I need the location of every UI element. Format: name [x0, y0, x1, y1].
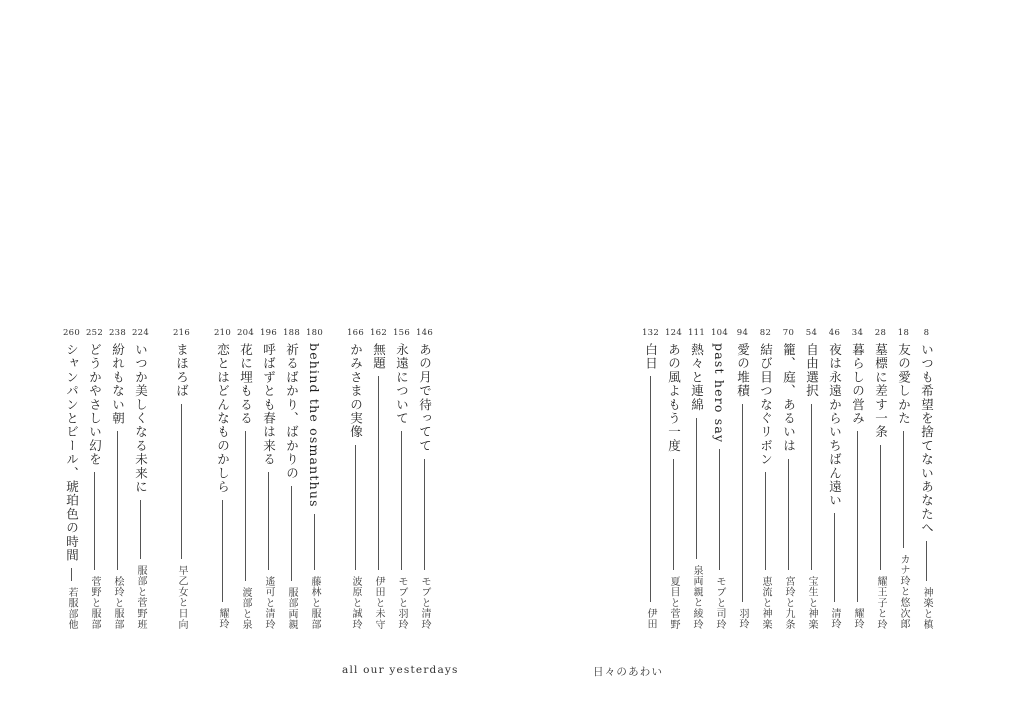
story-title: 無題 — [371, 343, 387, 371]
characters: カナ玲と悠次郎 — [898, 554, 909, 630]
characters: 菅野と服部 — [89, 576, 100, 630]
characters: 遙可と清玲 — [263, 576, 274, 630]
leader-rule — [903, 431, 904, 548]
characters: モブと羽玲 — [396, 576, 407, 630]
leader-rule — [94, 472, 95, 570]
story-title: まほろば — [174, 343, 190, 398]
page-number: 8 — [923, 328, 930, 338]
characters: 神楽と槙 — [921, 586, 932, 630]
right-page — [512, 0, 1024, 728]
leader-rule — [291, 486, 292, 581]
characters: 宝生と神楽 — [806, 576, 817, 630]
leader-rule — [650, 376, 651, 602]
leader-rule — [811, 404, 812, 570]
story-title: 祈るばかり、ばかりの — [284, 343, 300, 480]
characters: 泉両親と綾玲 — [691, 565, 702, 630]
story-title: あの月で待ってて — [417, 343, 433, 453]
characters: 伊田 — [645, 608, 656, 630]
book-label-right: 日々のあわい — [593, 666, 664, 678]
leader-rule — [222, 500, 223, 603]
page-number: 104 — [710, 328, 729, 338]
characters: 羽玲 — [737, 608, 748, 630]
toc-entry — [731, 326, 754, 630]
page-number: 82 — [759, 328, 772, 338]
toc-entry — [257, 326, 280, 630]
toc-entry — [639, 326, 662, 630]
page-number: 238 — [108, 328, 127, 338]
toc-entry — [685, 326, 708, 630]
leader-rule — [378, 376, 379, 570]
page-number: 124 — [664, 328, 683, 338]
toc-entry — [234, 326, 257, 630]
toc-entry — [83, 326, 106, 630]
story-title: 墓標に差す一条 — [873, 343, 889, 439]
page-number: 224 — [131, 328, 150, 338]
characters: 清玲 — [829, 608, 840, 630]
toc-entry — [413, 326, 436, 630]
page-number: 18 — [897, 328, 910, 338]
story-title: いつか美しくなる未来に — [133, 343, 149, 494]
story-title: 花に埋もるる — [238, 343, 254, 426]
toc-list-hibi-no-awai — [639, 326, 938, 630]
story-title: 愛の堆積 — [735, 343, 751, 398]
story-title: かみさまの実像 — [348, 343, 364, 439]
toc-entry — [367, 326, 390, 630]
characters: 桧玲と服部 — [112, 576, 123, 630]
toc-entry — [662, 326, 685, 630]
characters: 恵流と神楽 — [760, 576, 771, 630]
leader-rule — [719, 449, 720, 570]
page-number: 94 — [736, 328, 749, 338]
toc-entry — [280, 326, 303, 630]
leader-rule — [117, 431, 118, 570]
toc-entry — [800, 326, 823, 630]
story-title: 夜は永遠からいちばん遠い — [827, 343, 843, 508]
leader-rule — [765, 472, 766, 570]
toc-entry — [915, 326, 938, 630]
characters: 若服部他 — [66, 586, 77, 630]
story-title: 白日 — [643, 343, 659, 371]
book-label-left: all our yesterdays — [342, 664, 459, 676]
characters: 耀玲 — [852, 608, 863, 630]
leader-rule — [696, 418, 697, 560]
page-number: 28 — [874, 328, 887, 338]
page-number: 146 — [415, 328, 434, 338]
toc-entry — [823, 326, 846, 630]
story-title: 友の愛しかた — [896, 343, 912, 426]
page-number: 180 — [305, 328, 324, 338]
leader-rule — [673, 459, 674, 570]
page-number: 54 — [805, 328, 818, 338]
toc-list-all-our-yesterdays — [60, 326, 436, 630]
leader-rule — [140, 500, 141, 559]
characters: 早乙女と日向 — [176, 565, 187, 630]
leader-rule — [71, 568, 72, 581]
story-title: どうかやさしい幻を — [87, 343, 103, 467]
page-number: 252 — [85, 328, 104, 338]
story-title: 永遠について — [394, 343, 410, 426]
characters: 服部と菅野班 — [135, 565, 146, 630]
story-title: 結び目つなぐリボン — [758, 343, 774, 467]
page-number: 34 — [851, 328, 864, 338]
leader-rule — [788, 459, 789, 570]
story-title: 籠、庭、あるいは — [781, 343, 797, 453]
characters: 宮玲と九条 — [783, 576, 794, 630]
characters: モブと司玲 — [714, 576, 725, 630]
characters: 夏目と菅野 — [668, 576, 679, 630]
page-number: 216 — [172, 328, 191, 338]
toc-entry — [344, 326, 367, 630]
leader-rule — [834, 513, 835, 602]
story-title: 暮らしの営み — [850, 343, 866, 426]
toc-entry — [777, 326, 800, 630]
leader-rule — [355, 445, 356, 570]
toc-entry — [892, 326, 915, 630]
leader-rule — [268, 472, 269, 570]
characters: 耀玲 — [217, 608, 228, 630]
story-title: 紛れもない朝 — [110, 343, 126, 426]
characters: 服部両親 — [286, 586, 297, 630]
page-number: 188 — [282, 328, 301, 338]
characters: 波原と誠玲 — [350, 576, 361, 630]
leader-rule — [401, 431, 402, 570]
story-title: behind the osmanthus — [307, 343, 322, 508]
story-title: あの風よもう一度 — [666, 343, 682, 453]
page-number: 166 — [346, 328, 365, 338]
leader-rule — [742, 404, 743, 603]
page-number: 111 — [687, 328, 706, 338]
toc-entry — [708, 326, 731, 630]
toc-entry — [211, 326, 234, 630]
characters: 渡部と泉 — [240, 586, 251, 630]
toc-entry — [303, 326, 326, 630]
toc-entry — [170, 326, 193, 630]
toc-entry — [129, 326, 152, 630]
leader-rule — [424, 459, 425, 570]
page-number: 156 — [392, 328, 411, 338]
story-title: 熱々と連綿 — [689, 343, 705, 412]
leader-rule — [880, 445, 881, 570]
page-number: 260 — [62, 328, 81, 338]
toc-entry — [846, 326, 869, 630]
toc-entry — [869, 326, 892, 630]
page-number: 210 — [213, 328, 232, 338]
toc-entry — [390, 326, 413, 630]
leader-rule — [181, 404, 182, 559]
story-title: 自由選択 — [804, 343, 820, 398]
leader-rule — [314, 514, 315, 570]
page-number: 204 — [236, 328, 255, 338]
leader-rule — [245, 431, 246, 581]
page-number: 162 — [369, 328, 388, 338]
story-title: 恋とはどんなものかしら — [215, 343, 231, 494]
leader-rule — [857, 431, 858, 602]
page-number: 70 — [782, 328, 795, 338]
story-title: いつも希望を捨てないあなたへ — [919, 343, 935, 535]
characters: 藤林と服部 — [309, 576, 320, 630]
story-title: シャンパンとビール、琥珀色の時間 — [64, 343, 80, 563]
story-title: 呼ばずとも春は来る — [261, 343, 277, 467]
characters: 伊田と未守 — [373, 576, 384, 630]
toc-entry — [754, 326, 777, 630]
story-title: past hero say — [712, 343, 727, 444]
page-number: 196 — [259, 328, 278, 338]
characters: 耀王子と玲 — [875, 576, 886, 630]
characters: モブと清玲 — [419, 576, 430, 630]
page-number: 132 — [641, 328, 660, 338]
toc-entry — [60, 326, 83, 630]
page-number: 46 — [828, 328, 841, 338]
leader-rule — [926, 541, 927, 581]
toc-entry — [106, 326, 129, 630]
